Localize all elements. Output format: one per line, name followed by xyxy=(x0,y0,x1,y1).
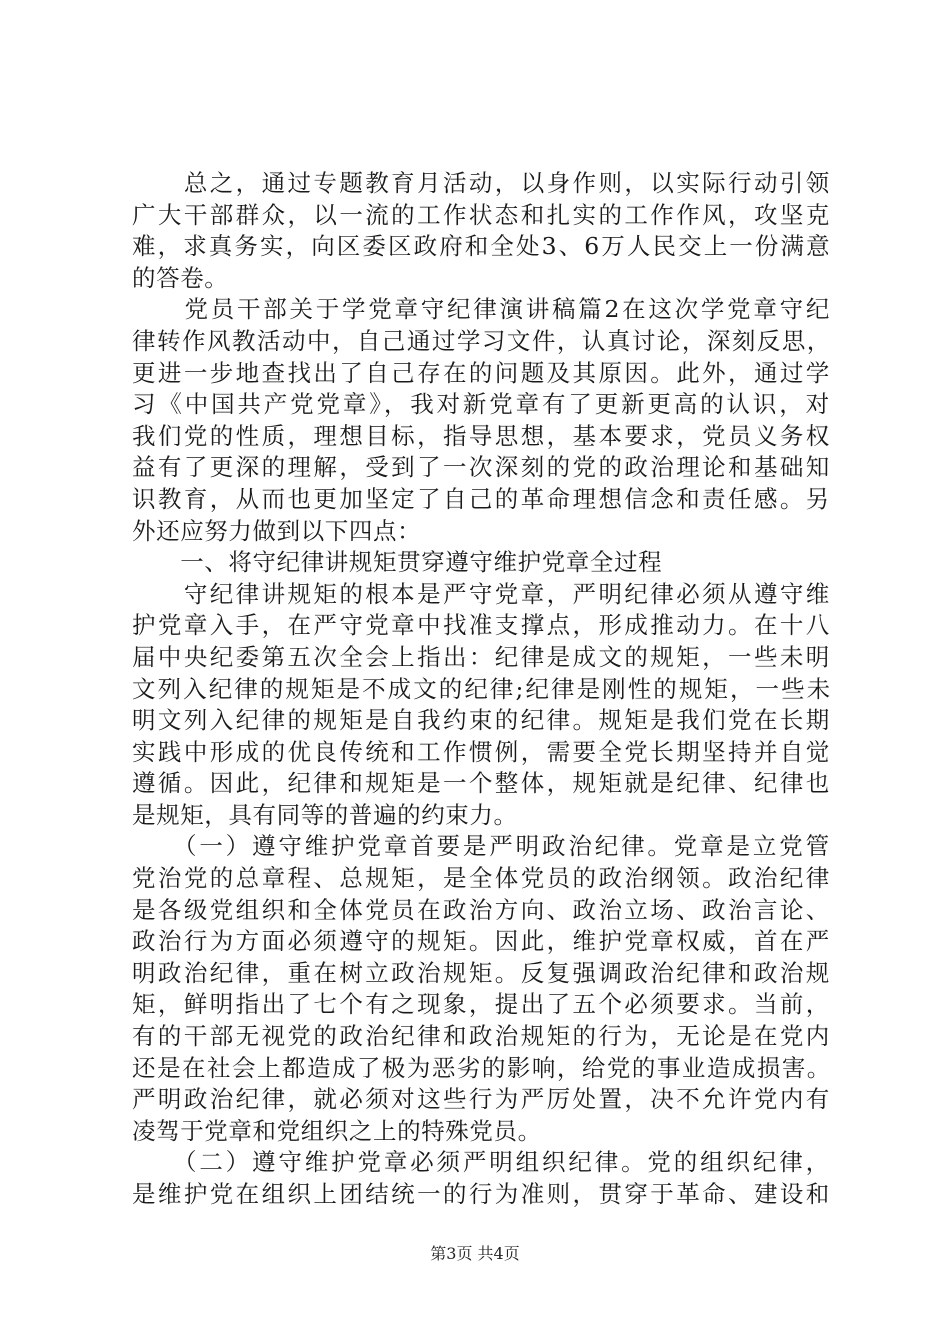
text-line: 是各级党组织和全体党员在政治方向、政治立场、政治言论、 xyxy=(132,895,832,924)
text-line: 的答卷。 xyxy=(132,263,229,292)
text-line: 是规矩，具有同等的普遍的约束力。 xyxy=(132,800,518,829)
text-line: 总之，通过专题教育月活动，以身作则，以实际行动引领 xyxy=(132,169,832,197)
text-line: 广大干部群众，以一流的工作状态和扎实的工作作风，攻坚克 xyxy=(132,200,832,229)
text-line: 识教育，从而也更加坚定了自己的革命理想信念和责任感。另 xyxy=(132,484,832,513)
text-line: 有的干部无视党的政治纪律和政治规矩的行为，无论是在党内 xyxy=(132,1022,832,1051)
text-line: 党治党的总章程、总规矩，是全体党员的政治纲领。政治纪律 xyxy=(132,864,832,893)
text-line: 律转作风教活动中，自己通过学习文件，认真讨论，深刻反思， xyxy=(132,326,832,355)
text-line: 文列入纪律的规矩是不成文的纪律;纪律是刚性的规矩，一些未 xyxy=(132,674,833,703)
text-line: 外还应努力做到以下四点： xyxy=(132,516,422,545)
text-line: 遵循。因此，纪律和规矩是一个整体，规矩就是纪律、纪律也 xyxy=(132,769,832,798)
text-line: 难，求真务实，向区委区政府和全处3、6万人民交上一份满意 xyxy=(132,232,832,261)
text-line: 是维护党在组织上团结统一的行为准则，贯穿于革命、建设和 xyxy=(132,1180,832,1208)
text-line: 益有了更深的理解，受到了一次深刻的党的政治理论和基础知 xyxy=(132,453,832,482)
text-line: 更进一步地查找出了自己存在的问题及其原因。此外，通过学 xyxy=(132,358,832,387)
page-footer: 第3页 共4页 xyxy=(430,1244,520,1263)
body-text xyxy=(132,168,832,1211)
text-line: 届中央纪委第五次全会上指出：纪律是成文的规矩，一些未明 xyxy=(132,642,832,671)
text-line: 我们党的性质，理想目标，指导思想，基本要求，党员义务权 xyxy=(132,421,832,450)
text-line: 实践中形成的优良传统和工作惯例，需要全党长期坚持并自觉 xyxy=(132,737,832,766)
text-line: 一、将守纪律讲规矩贯穿遵守维护党章全过程 xyxy=(132,548,663,577)
text-line: 护党章入手，在严守党章中找准支撑点，形成推动力。在十八 xyxy=(132,611,832,640)
text-line: （一）遵守维护党章首要是严明政治纪律。党章是立党管 xyxy=(132,832,832,861)
text-line: 党员干部关于学党章守纪律演讲稿篇2在这次学党章守纪 xyxy=(132,295,833,324)
text-line: 政治行为方面必须遵守的规矩。因此，维护党章权威，首在严 xyxy=(132,927,832,956)
text-line: 守纪律讲规矩的根本是严守党章，严明纪律必须从遵守维 xyxy=(132,579,832,608)
text-line: 矩，鲜明指出了七个有之现象，提出了五个必须要求。当前， xyxy=(132,990,832,1019)
text-line: （二）遵守维护党章必须严明组织纪律。党的组织纪律， xyxy=(132,1148,832,1177)
text-line: 习《中国共产党党章》，我对新党章有了更新更高的认识，对 xyxy=(132,390,832,419)
text-line: 明文列入纪律的规矩是自我约束的纪律。规矩是我们党在长期 xyxy=(132,706,832,735)
text-line: 凌驾于党章和党组织之上的特殊党员。 xyxy=(132,1116,542,1145)
text-line: 严明政治纪律，就必须对这些行为严厉处置，决不允许党内有 xyxy=(132,1085,832,1114)
text-line: 还是在社会上都造成了极为恶劣的影响，给党的事业造成损害。 xyxy=(132,1053,832,1082)
text-line: 明政治纪律，重在树立政治规矩。反复强调政治纪律和政治规 xyxy=(132,958,832,987)
